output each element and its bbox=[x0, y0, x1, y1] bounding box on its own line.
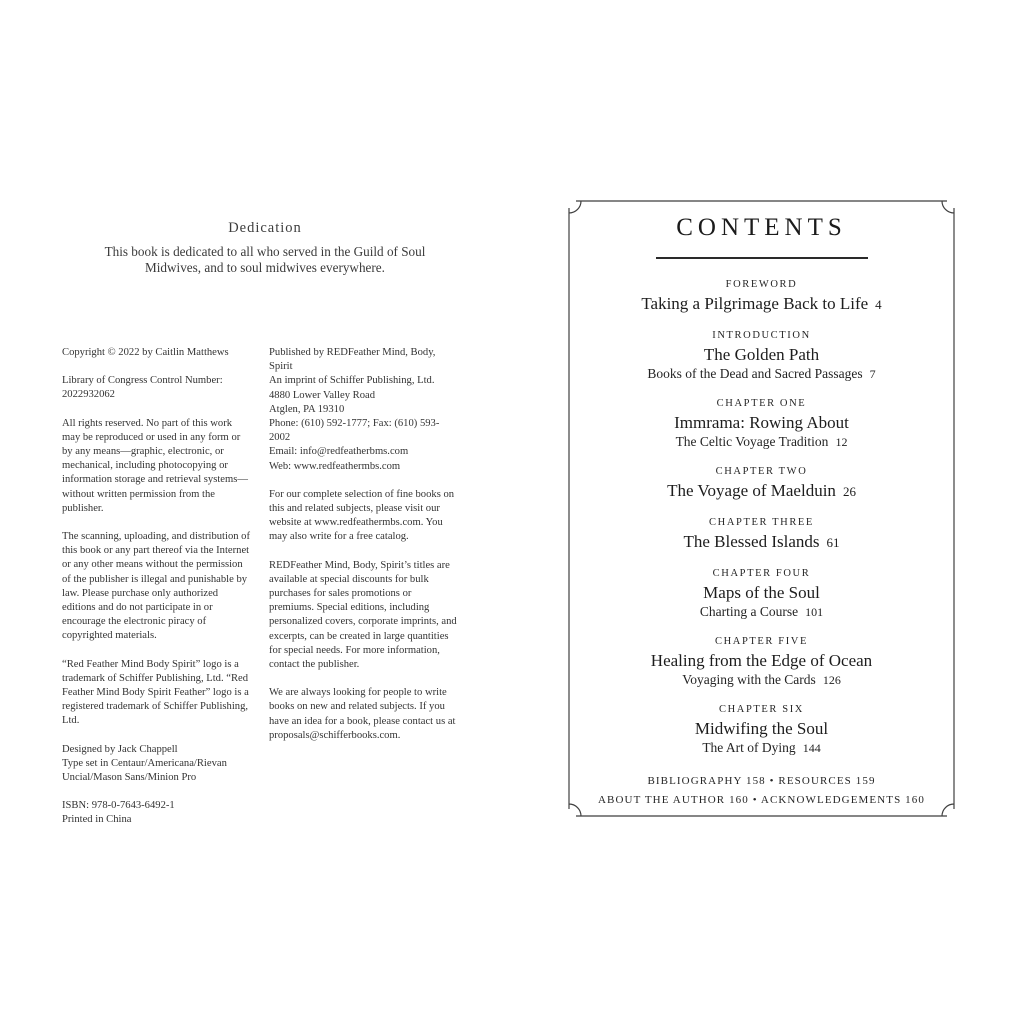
chapter-title: Healing from the Edge of Ocean bbox=[650, 651, 873, 670]
bulk-discounts-paragraph: REDFeather Mind, Body, Spirit’s titles are available at special discounts for bulk purchases for sales promotions or premiums. Special editions, including personalized covers, corporate imprints, and excerpts, can be created in large quantities for special needs. For more information, contact the publisher. bbox=[269, 559, 457, 671]
title-rule bbox=[656, 257, 868, 259]
chapter-subtitle bbox=[568, 365, 955, 383]
chapter-title: Midwifing the Soul bbox=[694, 719, 829, 738]
chapter-title bbox=[568, 532, 955, 553]
toc-entry-foreword bbox=[568, 279, 955, 315]
section-label: CHAPTER THREE bbox=[709, 517, 814, 528]
copyright-column-left bbox=[62, 346, 251, 842]
page-number: 101 bbox=[805, 605, 824, 619]
page-number: 26 bbox=[842, 484, 856, 499]
page-number: 4 bbox=[875, 297, 882, 312]
section-label: CHAPTER ONE bbox=[716, 398, 807, 409]
chapter-subtitle-text: Charting a Course bbox=[699, 604, 799, 619]
chapter-subtitle-text: Books of the Dead and Sacred Passages bbox=[647, 366, 863, 381]
chapter-title: Maps of the Soul bbox=[703, 583, 820, 602]
copyright-columns bbox=[62, 346, 458, 842]
page-number: 126 bbox=[822, 673, 841, 687]
copyright-notice: Copyright © 2022 by Caitlin Matthews bbox=[62, 347, 229, 358]
dedication-line: This book is dedicated to all who served in the Guild of Soul bbox=[104, 244, 426, 259]
page-number: 12 bbox=[835, 435, 848, 449]
toc-entry-chapter-four bbox=[568, 568, 955, 621]
chapter-subtitle bbox=[568, 433, 955, 451]
contents-page bbox=[568, 200, 955, 817]
chapter-title: The Golden Path bbox=[703, 345, 820, 364]
copyright-page bbox=[58, 220, 472, 826]
chapter-subtitle bbox=[568, 671, 955, 689]
piracy-notice-paragraph: The scanning, uploading, and distribution of this book or any part thereof via the Internet or any other means without the permission of the publisher is illegal and punishable by law. Please purchase only authorized editions and do not participate in or encourage the electronic piracy of copyrighted materials. bbox=[62, 531, 251, 642]
chapter-title bbox=[568, 294, 955, 315]
section-label: CHAPTER FOUR bbox=[712, 568, 811, 579]
rights-reserved-paragraph: All rights reserved. No part of this work may be reproduced or used in any form or by any means—graphic, electronic, or mechanical, including photocopying or information storage and retrieval systems—without written permission from the publisher. bbox=[62, 417, 248, 514]
catalog-paragraph: For our complete selection of fine books on this and related subjects, please visit our website at www.redfeathermbs.com. You may also write for a free catalog. bbox=[269, 488, 455, 543]
page-number: 7 bbox=[869, 367, 876, 381]
back-matter-line: ABOUT THE AUTHOR 160 • ACKNOWLEDGEMENTS 160 bbox=[598, 794, 925, 806]
section-label: CHAPTER TWO bbox=[715, 466, 808, 477]
toc-entry-chapter-two bbox=[568, 466, 955, 502]
dedication-text bbox=[85, 244, 445, 276]
dedication-heading: Dedication bbox=[228, 220, 302, 236]
chapter-subtitle-text: The Celtic Voyage Tradition bbox=[675, 434, 829, 449]
trademark-paragraph: “Red Feather Mind Body Spirit” logo is a trademark of Schiffer Publishing, Ltd. “Red Feather Mind Body Spirit Feather” logo is a registered trademark of Schiffer Publishing, Ltd. bbox=[62, 658, 249, 727]
toc-entry-chapter-three bbox=[568, 517, 955, 553]
design-credits: Designed by Jack Chappell Type set in Centaur/Americana/Rievan Uncial/Mason Sans/Minion Pro bbox=[62, 743, 227, 784]
page-number: 144 bbox=[802, 741, 821, 755]
chapter-title-text: The Voyage of Maelduin bbox=[667, 481, 836, 500]
toc-entry-introduction bbox=[568, 330, 955, 383]
section-label: CHAPTER SIX bbox=[719, 704, 804, 715]
toc-entry-chapter-one bbox=[568, 398, 955, 451]
chapter-subtitle-text: Voyaging with the Cards bbox=[682, 672, 816, 687]
toc-back-matter bbox=[568, 772, 955, 810]
chapter-subtitle-text: The Art of Dying bbox=[702, 740, 796, 755]
dedication-line: Midwives, and to soul midwives everywhere. bbox=[145, 260, 385, 275]
toc-entry-chapter-six bbox=[568, 704, 955, 757]
loc-control-number: Library of Congress Control Number: 2022932062 bbox=[62, 375, 223, 401]
dedication-section bbox=[58, 220, 472, 276]
chapter-subtitle bbox=[568, 739, 955, 757]
page-number: 61 bbox=[826, 535, 840, 550]
contents-inner bbox=[568, 200, 955, 810]
section-label: CHAPTER FIVE bbox=[715, 636, 808, 647]
section-label: FOREWORD bbox=[725, 279, 798, 290]
table-of-contents bbox=[568, 279, 955, 810]
back-matter-line: BIBLIOGRAPHY 158 • RESOURCES 159 bbox=[647, 775, 876, 787]
toc-entry-chapter-five bbox=[568, 636, 955, 689]
chapter-subtitle bbox=[568, 603, 955, 621]
isbn-printing: ISBN: 978-0-7643-6492-1 Printed in China bbox=[62, 800, 175, 826]
chapter-title: Immrama: Rowing About bbox=[674, 413, 849, 432]
proposals-paragraph: We are always looking for people to write books on new and related subjects. If you have an idea for a book, please contact us at proposals@schifferbooks.com. bbox=[269, 687, 456, 741]
copyright-column-right bbox=[269, 346, 458, 842]
contents-title: CONTENTS bbox=[676, 214, 847, 241]
section-label: INTRODUCTION bbox=[712, 330, 811, 341]
chapter-title-text: The Blessed Islands bbox=[683, 532, 820, 551]
chapter-title bbox=[568, 481, 955, 502]
publisher-address: Published by REDFeather Mind, Body, Spirit An imprint of Schiffer Publishing, Ltd. 4880 Lower Valley Road Atglen, PA 19310 Phone: (610) 592-1777; Fax: (610) 593-2002 Email: info@redfeatherbms.com Web: www.redfeathermbs.com bbox=[269, 347, 440, 472]
chapter-title-text: Taking a Pilgrimage Back to Life bbox=[641, 294, 869, 313]
